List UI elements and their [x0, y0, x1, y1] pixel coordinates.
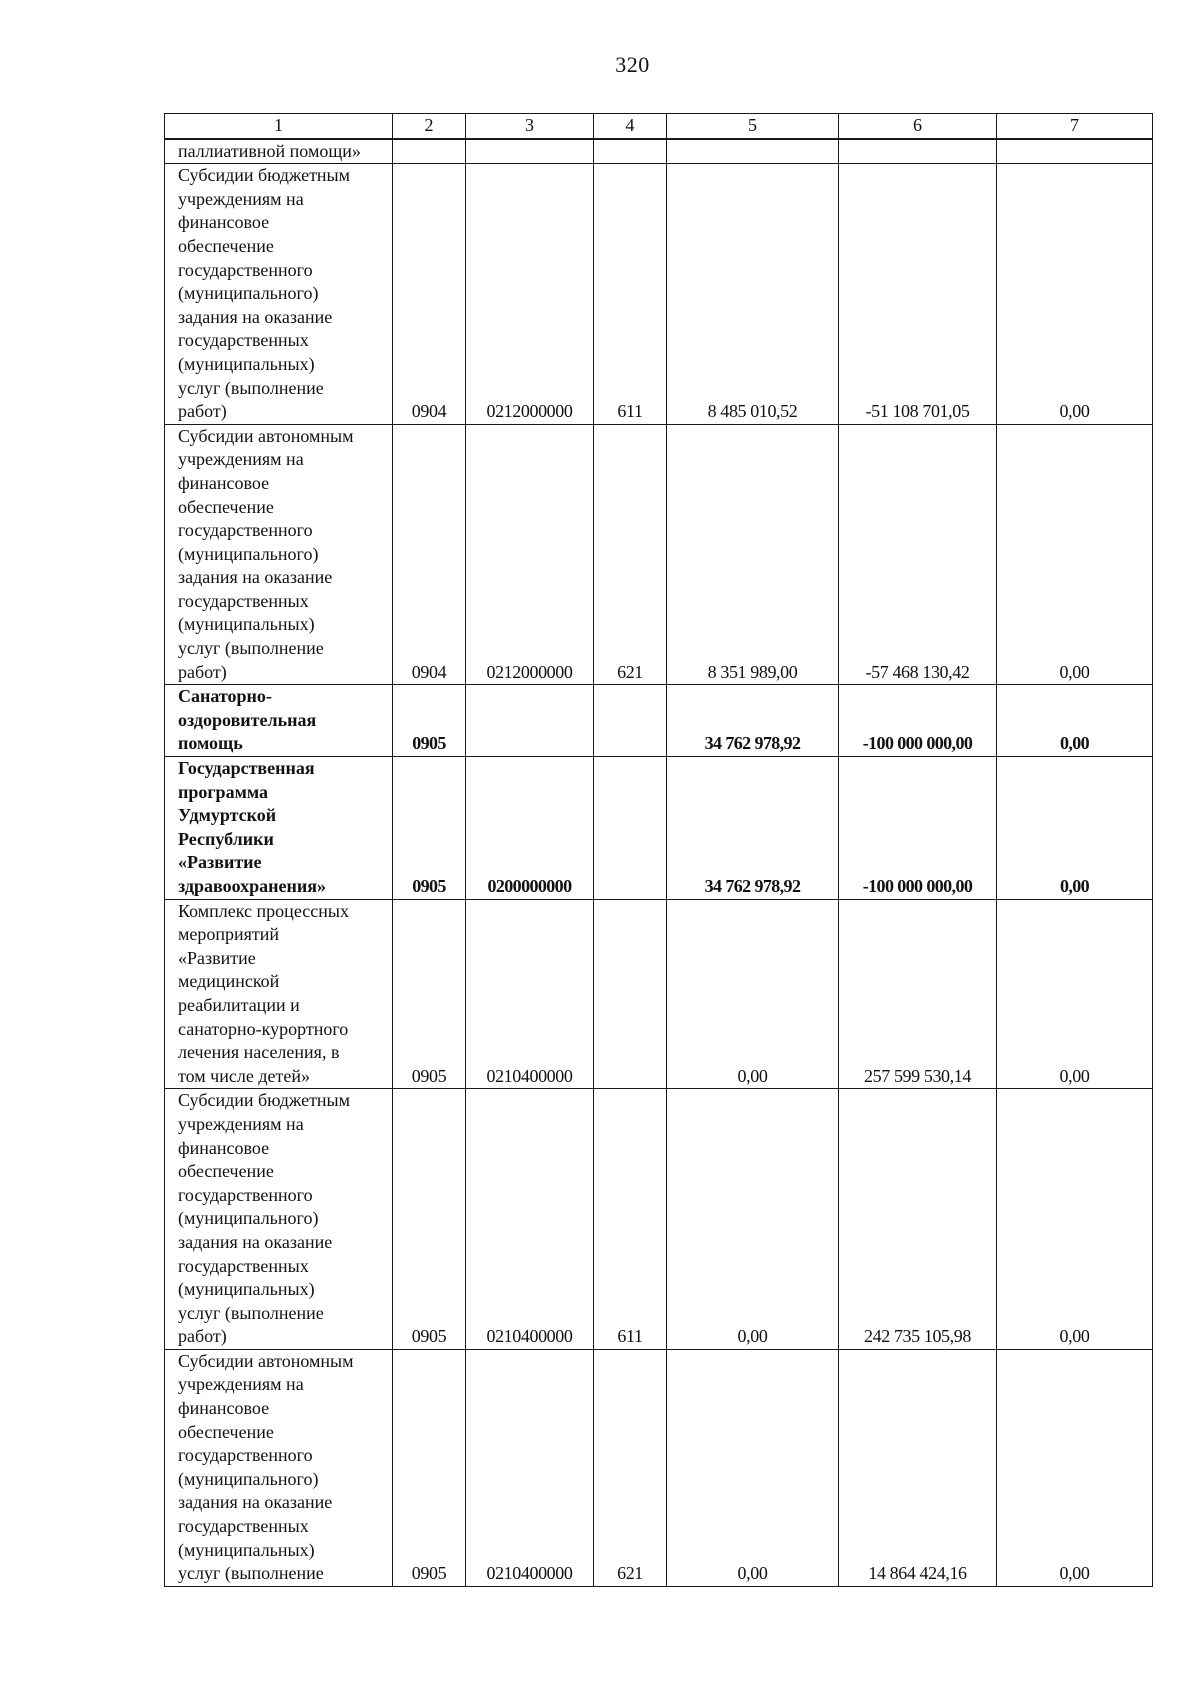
- table-row: [165, 1349, 1153, 1586]
- row-description: Субсидии автономным учреждениям на финансовое обеспечение государственного (муниципального) задания на оказание государственных (муниципальных) услуг (выполнение работ): [165, 424, 393, 685]
- row-description: Субсидии бюджетным учреждениям на финансовое обеспечение государственного (муниципального) задания на оказание государственных (муниципальных) услуг (выполнение работ): [165, 1089, 393, 1350]
- row-amount-col6: -57 468 130,42: [839, 424, 997, 685]
- column-header: 3: [466, 114, 594, 139]
- row-expense-type: 621: [594, 424, 667, 685]
- row-amount-col5: 0,00: [667, 1349, 839, 1586]
- row-amount-col6: 242 735 105,98: [839, 1089, 997, 1350]
- row-amount-col5: 8 485 010,52: [667, 164, 839, 425]
- row-section-code: 0904: [393, 164, 466, 425]
- row-target-code: 0200000000: [466, 757, 594, 900]
- row-amount-col5: 34 762 978,92: [667, 685, 839, 757]
- row-amount-col5: 0,00: [667, 1089, 839, 1350]
- row-section-code: [393, 139, 466, 164]
- column-header: 4: [594, 114, 667, 139]
- row-expense-type: [594, 685, 667, 757]
- table-row: [165, 139, 1153, 164]
- row-expense-type: [594, 139, 667, 164]
- row-target-code: [466, 685, 594, 757]
- row-amount-col7: 0,00: [997, 685, 1153, 757]
- row-description: Государственная программа Удмуртской Республики «Развитие здравоохранения»: [165, 757, 393, 900]
- row-amount-col6: -51 108 701,05: [839, 164, 997, 425]
- row-target-code: 0210400000: [466, 899, 594, 1089]
- row-amount-col5: 0,00: [667, 899, 839, 1089]
- row-target-code: 0212000000: [466, 424, 594, 685]
- column-header: 6: [839, 114, 997, 139]
- row-amount-col6: 14 864 424,16: [839, 1349, 997, 1586]
- row-section-code: 0905: [393, 685, 466, 757]
- row-description: паллиативной помощи»: [165, 139, 393, 164]
- row-expense-type: [594, 757, 667, 900]
- row-target-code: 0212000000: [466, 164, 594, 425]
- table-row: [165, 424, 1153, 685]
- row-target-code: 0210400000: [466, 1349, 594, 1586]
- row-section-code: 0905: [393, 1349, 466, 1586]
- row-description: Субсидии бюджетным учреждениям на финансовое обеспечение государственного (муниципального) задания на оказание государственных (муниципальных) услуг (выполнение работ): [165, 164, 393, 425]
- table-row: [165, 1089, 1153, 1350]
- budget-table: [164, 113, 1153, 1587]
- table-row: [165, 685, 1153, 757]
- row-amount-col5: 8 351 989,00: [667, 424, 839, 685]
- page-number: 320: [615, 52, 650, 77]
- row-description: Санаторно- оздоровительная помощь: [165, 685, 393, 757]
- column-header: 5: [667, 114, 839, 139]
- row-section-code: 0905: [393, 757, 466, 900]
- row-amount-col7: 0,00: [997, 164, 1153, 425]
- row-amount-col5: 34 762 978,92: [667, 757, 839, 900]
- row-amount-col7: 0,00: [997, 424, 1153, 685]
- row-amount-col6: -100 000 000,00: [839, 685, 997, 757]
- row-amount-col7: [997, 139, 1153, 164]
- row-amount-col6: 257 599 530,14: [839, 899, 997, 1089]
- row-section-code: 0905: [393, 899, 466, 1089]
- row-target-code: 0210400000: [466, 1089, 594, 1350]
- row-amount-col6: [839, 139, 997, 164]
- row-section-code: 0904: [393, 424, 466, 685]
- row-amount-col7: 0,00: [997, 899, 1153, 1089]
- column-header: 2: [393, 114, 466, 139]
- row-amount-col5: [667, 139, 839, 164]
- row-expense-type: 611: [594, 164, 667, 425]
- row-expense-type: 611: [594, 1089, 667, 1350]
- column-header: 7: [997, 114, 1153, 139]
- row-target-code: [466, 139, 594, 164]
- row-expense-type: [594, 899, 667, 1089]
- table-row: [165, 757, 1153, 900]
- row-amount-col7: 0,00: [997, 1349, 1153, 1586]
- table-row: [165, 899, 1153, 1089]
- row-expense-type: 621: [594, 1349, 667, 1586]
- row-amount-col7: 0,00: [997, 1089, 1153, 1350]
- row-amount-col6: -100 000 000,00: [839, 757, 997, 900]
- row-description: Субсидии автономным учреждениям на финансовое обеспечение государственного (муниципального) задания на оказание государственных (муниципальных) услуг (выполнение: [165, 1349, 393, 1586]
- row-section-code: 0905: [393, 1089, 466, 1350]
- row-amount-col7: 0,00: [997, 757, 1153, 900]
- table-header-row: [165, 114, 1153, 139]
- column-header: 1: [165, 114, 393, 139]
- row-description: Комплекс процессных мероприятий «Развитие медицинской реабилитации и санаторно-курортного лечения населения, в том числе детей»: [165, 899, 393, 1089]
- table-row: [165, 164, 1153, 425]
- table-body: [165, 114, 1153, 1587]
